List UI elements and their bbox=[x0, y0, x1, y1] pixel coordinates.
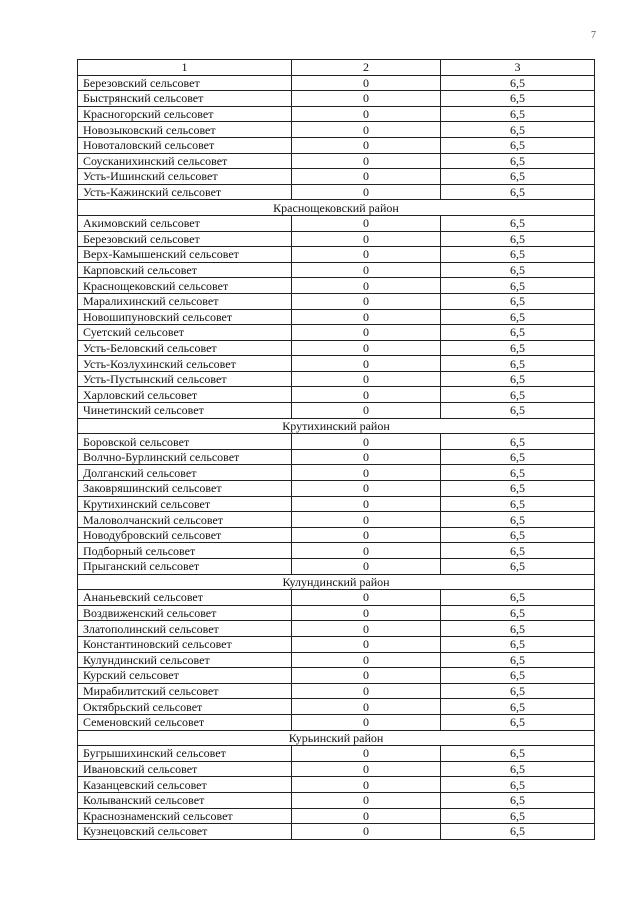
table-row bbox=[78, 278, 595, 294]
settlement-name: Березовский сельсовет bbox=[78, 231, 292, 247]
table-header-row bbox=[78, 60, 595, 76]
value-col-2: 0 bbox=[292, 215, 441, 231]
settlement-name: Усть-Ишинский сельсовет bbox=[78, 169, 292, 185]
table-row bbox=[78, 122, 595, 138]
value-col-2: 0 bbox=[292, 652, 441, 668]
settlement-name: Волчно-Бурлинский сельсовет bbox=[78, 449, 292, 465]
settlement-name: Крутихинский сельсовет bbox=[78, 496, 292, 512]
value-col-3: 6,5 bbox=[441, 356, 595, 372]
table-row bbox=[78, 699, 595, 715]
value-col-3: 6,5 bbox=[441, 340, 595, 356]
value-col-3: 6,5 bbox=[441, 761, 595, 777]
settlement-name: Быстрянский сельсовет bbox=[78, 91, 292, 107]
value-col-3: 6,5 bbox=[441, 309, 595, 325]
column-header-3: 3 bbox=[441, 60, 595, 76]
value-col-3: 6,5 bbox=[441, 247, 595, 263]
page-number: 7 bbox=[591, 30, 596, 41]
value-col-2: 0 bbox=[292, 231, 441, 247]
table-row bbox=[78, 683, 595, 699]
district-header-row bbox=[78, 200, 595, 216]
value-col-3: 6,5 bbox=[441, 403, 595, 419]
value-col-3: 6,5 bbox=[441, 91, 595, 107]
settlement-name: Новодубровский сельсовет bbox=[78, 527, 292, 543]
settlement-name: Курский сельсовет bbox=[78, 668, 292, 684]
settlement-name: Боровской сельсовет bbox=[78, 434, 292, 450]
settlement-name: Новозыковский сельсовет bbox=[78, 122, 292, 138]
value-col-2: 0 bbox=[292, 512, 441, 528]
table-row bbox=[78, 824, 595, 840]
settlement-name: Заковряшинский сельсовет bbox=[78, 481, 292, 497]
value-col-3: 6,5 bbox=[441, 824, 595, 840]
table-row bbox=[78, 356, 595, 372]
value-col-3: 6,5 bbox=[441, 106, 595, 122]
settlement-name: Долганский сельсовет bbox=[78, 465, 292, 481]
table-row bbox=[78, 481, 595, 497]
table-row bbox=[78, 75, 595, 91]
value-col-3: 6,5 bbox=[441, 137, 595, 153]
settlement-name: Казанцевский сельсовет bbox=[78, 777, 292, 793]
district-header-row bbox=[78, 418, 595, 434]
value-col-3: 6,5 bbox=[441, 512, 595, 528]
table-row bbox=[78, 605, 595, 621]
settlement-name: Константиновский сельсовет bbox=[78, 636, 292, 652]
value-col-3: 6,5 bbox=[441, 543, 595, 559]
settlement-name: Краснощековский сельсовет bbox=[78, 278, 292, 294]
value-col-3: 6,5 bbox=[441, 122, 595, 138]
value-col-2: 0 bbox=[292, 668, 441, 684]
value-col-3: 6,5 bbox=[441, 387, 595, 403]
settlement-name: Воздвиженский сельсовет bbox=[78, 605, 292, 621]
value-col-2: 0 bbox=[292, 699, 441, 715]
value-col-3: 6,5 bbox=[441, 699, 595, 715]
value-col-3: 6,5 bbox=[441, 590, 595, 606]
settlements-table bbox=[77, 59, 595, 840]
value-col-3: 6,5 bbox=[441, 636, 595, 652]
value-col-2: 0 bbox=[292, 605, 441, 621]
value-col-3: 6,5 bbox=[441, 449, 595, 465]
value-col-2: 0 bbox=[292, 137, 441, 153]
table-row bbox=[78, 465, 595, 481]
settlement-name: Усть-Кажинский сельсовет bbox=[78, 184, 292, 200]
value-col-3: 6,5 bbox=[441, 559, 595, 575]
value-col-3: 6,5 bbox=[441, 808, 595, 824]
value-col-2: 0 bbox=[292, 761, 441, 777]
value-col-3: 6,5 bbox=[441, 278, 595, 294]
value-col-3: 6,5 bbox=[441, 605, 595, 621]
value-col-2: 0 bbox=[292, 621, 441, 637]
table-row bbox=[78, 714, 595, 730]
value-col-3: 6,5 bbox=[441, 434, 595, 450]
column-header-1: 1 bbox=[78, 60, 292, 76]
table-row bbox=[78, 169, 595, 185]
settlement-name: Бугрышихинский сельсовет bbox=[78, 746, 292, 762]
value-col-2: 0 bbox=[292, 91, 441, 107]
table-row bbox=[78, 746, 595, 762]
value-col-2: 0 bbox=[292, 325, 441, 341]
table-row bbox=[78, 387, 595, 403]
value-col-2: 0 bbox=[292, 153, 441, 169]
value-col-2: 0 bbox=[292, 247, 441, 263]
table-row bbox=[78, 668, 595, 684]
value-col-2: 0 bbox=[292, 293, 441, 309]
value-col-2: 0 bbox=[292, 683, 441, 699]
settlement-name: Верх-Камышенский сельсовет bbox=[78, 247, 292, 263]
value-col-3: 6,5 bbox=[441, 325, 595, 341]
value-col-2: 0 bbox=[292, 746, 441, 762]
value-col-2: 0 bbox=[292, 527, 441, 543]
district-header-row bbox=[78, 730, 595, 746]
value-col-3: 6,5 bbox=[441, 777, 595, 793]
table-row bbox=[78, 496, 595, 512]
value-col-3: 6,5 bbox=[441, 668, 595, 684]
settlement-name: Кузнецовский сельсовет bbox=[78, 824, 292, 840]
settlement-name: Ананьевский сельсовет bbox=[78, 590, 292, 606]
value-col-2: 0 bbox=[292, 356, 441, 372]
value-col-2: 0 bbox=[292, 824, 441, 840]
value-col-3: 6,5 bbox=[441, 293, 595, 309]
value-col-2: 0 bbox=[292, 481, 441, 497]
settlement-name: Чинетинский сельсовет bbox=[78, 403, 292, 419]
column-header-2: 2 bbox=[292, 60, 441, 76]
table-row bbox=[78, 403, 595, 419]
value-col-2: 0 bbox=[292, 449, 441, 465]
table-row bbox=[78, 808, 595, 824]
settlement-name: Краснознаменский сельсовет bbox=[78, 808, 292, 824]
value-col-2: 0 bbox=[292, 808, 441, 824]
table-row bbox=[78, 91, 595, 107]
value-col-2: 0 bbox=[292, 714, 441, 730]
value-col-3: 6,5 bbox=[441, 75, 595, 91]
value-col-3: 6,5 bbox=[441, 496, 595, 512]
settlement-name: Красногорский сельсовет bbox=[78, 106, 292, 122]
value-col-2: 0 bbox=[292, 371, 441, 387]
settlement-name: Соусканихинский сельсовет bbox=[78, 153, 292, 169]
table-row bbox=[78, 106, 595, 122]
settlement-name: Карповский сельсовет bbox=[78, 262, 292, 278]
value-col-2: 0 bbox=[292, 590, 441, 606]
table-body bbox=[78, 75, 595, 839]
value-col-2: 0 bbox=[292, 496, 441, 512]
district-name: Крутихинский район bbox=[78, 418, 595, 434]
value-col-2: 0 bbox=[292, 169, 441, 185]
table-row bbox=[78, 590, 595, 606]
table-row bbox=[78, 371, 595, 387]
table-row bbox=[78, 792, 595, 808]
table-row bbox=[78, 543, 595, 559]
table-row bbox=[78, 153, 595, 169]
value-col-2: 0 bbox=[292, 278, 441, 294]
value-col-3: 6,5 bbox=[441, 371, 595, 387]
district-name: Краснощековский район bbox=[78, 200, 595, 216]
value-col-2: 0 bbox=[292, 387, 441, 403]
district-name: Курьинский район bbox=[78, 730, 595, 746]
value-col-3: 6,5 bbox=[441, 215, 595, 231]
settlement-name: Харловский сельсовет bbox=[78, 387, 292, 403]
table-row bbox=[78, 761, 595, 777]
table-row bbox=[78, 293, 595, 309]
value-col-2: 0 bbox=[292, 636, 441, 652]
settlement-name: Ивановский сельсовет bbox=[78, 761, 292, 777]
table-row bbox=[78, 636, 595, 652]
table-row bbox=[78, 559, 595, 575]
table-row bbox=[78, 434, 595, 450]
value-col-3: 6,5 bbox=[441, 714, 595, 730]
table-row bbox=[78, 215, 595, 231]
value-col-3: 6,5 bbox=[441, 465, 595, 481]
settlement-name: Новоталовский сельсовет bbox=[78, 137, 292, 153]
value-col-3: 6,5 bbox=[441, 262, 595, 278]
value-col-3: 6,5 bbox=[441, 481, 595, 497]
value-col-2: 0 bbox=[292, 340, 441, 356]
value-col-2: 0 bbox=[292, 465, 441, 481]
value-col-2: 0 bbox=[292, 777, 441, 793]
settlement-name: Акимовский сельсовет bbox=[78, 215, 292, 231]
value-col-2: 0 bbox=[292, 122, 441, 138]
value-col-3: 6,5 bbox=[441, 746, 595, 762]
settlement-name: Усть-Беловский сельсовет bbox=[78, 340, 292, 356]
settlement-name: Усть-Козлухинский сельсовет bbox=[78, 356, 292, 372]
value-col-3: 6,5 bbox=[441, 231, 595, 247]
settlement-name: Маловолчанский сельсовет bbox=[78, 512, 292, 528]
value-col-2: 0 bbox=[292, 403, 441, 419]
settlement-name: Усть-Пустынский сельсовет bbox=[78, 371, 292, 387]
table-row bbox=[78, 247, 595, 263]
table-row bbox=[78, 231, 595, 247]
settlement-name: Прыганский сельсовет bbox=[78, 559, 292, 575]
table-row bbox=[78, 262, 595, 278]
value-col-3: 6,5 bbox=[441, 153, 595, 169]
settlement-name: Новошипуновский сельсовет bbox=[78, 309, 292, 325]
table-row bbox=[78, 325, 595, 341]
table-row bbox=[78, 621, 595, 637]
value-col-2: 0 bbox=[292, 543, 441, 559]
table-row bbox=[78, 777, 595, 793]
settlement-name: Суетский сельсовет bbox=[78, 325, 292, 341]
value-col-3: 6,5 bbox=[441, 621, 595, 637]
settlement-name: Маралихинский сельсовет bbox=[78, 293, 292, 309]
district-header-row bbox=[78, 574, 595, 590]
table-row bbox=[78, 309, 595, 325]
district-name: Кулундинский район bbox=[78, 574, 595, 590]
value-col-2: 0 bbox=[292, 559, 441, 575]
settlement-name: Колыванский сельсовет bbox=[78, 792, 292, 808]
value-col-2: 0 bbox=[292, 106, 441, 122]
settlement-name: Березовский сельсовет bbox=[78, 75, 292, 91]
table-row bbox=[78, 527, 595, 543]
settlement-name: Мирабилитский сельсовет bbox=[78, 683, 292, 699]
value-col-3: 6,5 bbox=[441, 169, 595, 185]
value-col-3: 6,5 bbox=[441, 184, 595, 200]
value-col-3: 6,5 bbox=[441, 792, 595, 808]
table-row bbox=[78, 449, 595, 465]
settlement-name: Кулундинский сельсовет bbox=[78, 652, 292, 668]
value-col-2: 0 bbox=[292, 434, 441, 450]
value-col-2: 0 bbox=[292, 262, 441, 278]
table-row bbox=[78, 340, 595, 356]
settlement-name: Октябрьский сельсовет bbox=[78, 699, 292, 715]
table-row bbox=[78, 184, 595, 200]
value-col-2: 0 bbox=[292, 309, 441, 325]
value-col-3: 6,5 bbox=[441, 683, 595, 699]
value-col-3: 6,5 bbox=[441, 652, 595, 668]
value-col-2: 0 bbox=[292, 792, 441, 808]
settlement-name: Подборный сельсовет bbox=[78, 543, 292, 559]
table-row bbox=[78, 137, 595, 153]
settlement-name: Семеновский сельсовет bbox=[78, 714, 292, 730]
table-row bbox=[78, 512, 595, 528]
value-col-3: 6,5 bbox=[441, 527, 595, 543]
value-col-2: 0 bbox=[292, 75, 441, 91]
settlement-name: Златополинский сельсовет bbox=[78, 621, 292, 637]
value-col-2: 0 bbox=[292, 184, 441, 200]
table-row bbox=[78, 652, 595, 668]
